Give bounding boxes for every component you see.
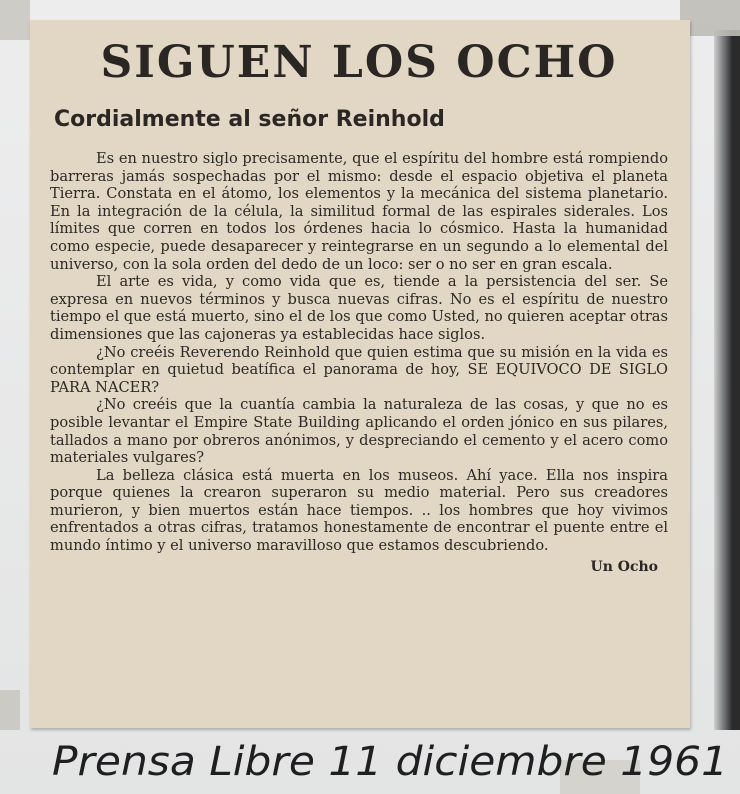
paragraph: La belleza clásica está muerta en los museos. Ahí yace. Ella nos inspira porque quienes la crearon superaron su medio material. Pero sus creadores murieron, y bien muertos están hace tiempos. .. los hombres que hoy vivimos enfrentados a otras cifras, tratamos honestamente de encontrar el puente entre el mundo íntimo y el universo maravilloso que estamos descubriendo. <box>50 466 668 555</box>
newspaper-clipping <box>30 20 690 728</box>
paragraph: ¿No creéis Reverendo Reinhold que quien estima que su misión en la vida es contemplar en quietud beatífica el panorama de hoy, SE EQUIVOCO DE SIGLO PARA NACER? <box>50 343 668 396</box>
subheadline: Cordialmente al señor Reinhold <box>54 107 445 132</box>
paragraph: ¿No creéis que la cuantía cambia la naturaleza de las cosas, y que no es posible levantar el Empire State Building aplicando el orden jónico en sus pilares, tallados a mano por obreros anónimos, y despreciando el cemento y el acero como materiales vulgares? <box>50 396 668 467</box>
article-body <box>50 150 668 555</box>
board-edge-shadow <box>714 30 740 730</box>
handwritten-note <box>52 735 732 787</box>
paragraph: Es en nuestro siglo precisamente, que el espíritu del hombre está rompiendo barreras jamás sospechadas por el mismo: desde el espacio objetiva el planeta Tierra. Constata en el átomo, los elementos y la mecánica del sistema planetario. En la integración de la célula, la similitud formal de las espirales siderales. Los límites que corren en todos los órdenes hacia lo cósmico. Hasta la humanidad como especie, puede desaparecer y reintegrarse en un segundo a lo elemental del universo, con la sola orden del dedo de un loco: ser o no ser en gran escala. <box>50 150 668 273</box>
tape-top-left <box>0 0 30 40</box>
handwritten-note-text: Prensa Libre 11 diciembre 1961 <box>52 739 729 785</box>
paragraph: El arte es vida, y como vida que es, tiende a la persistencia del ser. Se expresa en nuevos términos y busca nuevas cifras. No es el espíritu de nuestro tiempo el que está muerto, sino el de los que como Usted, no quieren aceptar otras dimensiones que las cajoneras ya establecidas hace siglos. <box>50 273 668 343</box>
signature: Un Ocho <box>590 558 658 575</box>
headline: SIGUEN LOS OCHO <box>100 37 618 88</box>
tape-bottom-left <box>0 690 20 730</box>
